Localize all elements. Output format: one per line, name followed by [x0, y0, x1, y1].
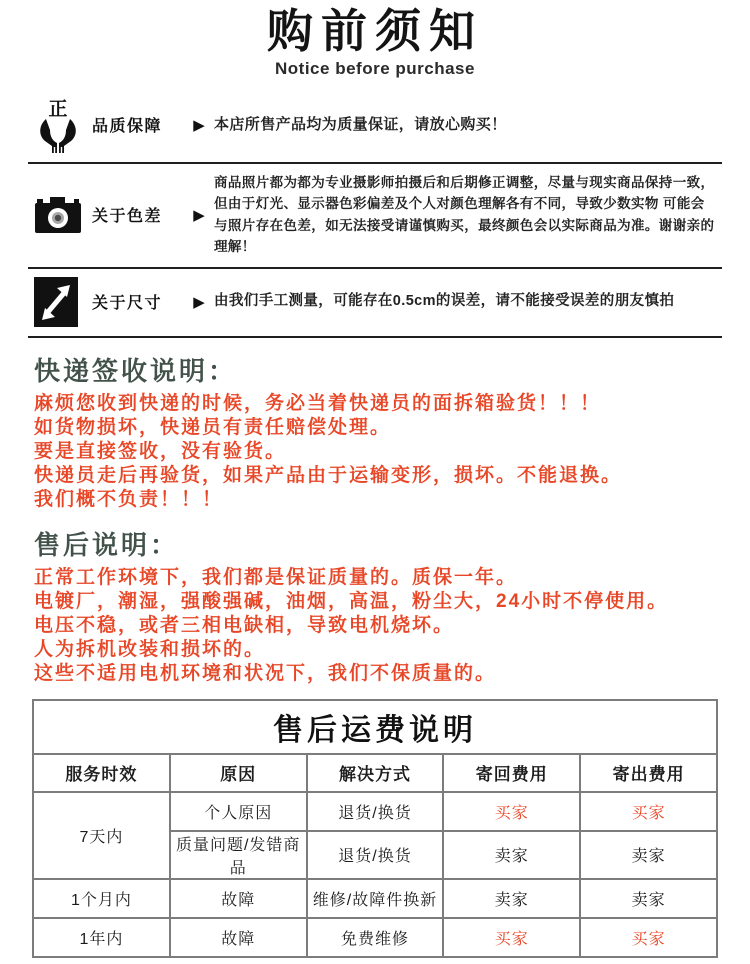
section-heading: 售后说明： [34, 529, 180, 560]
notice-row-color [28, 164, 722, 269]
cell-reason: 故障 [170, 879, 307, 918]
cell-period: 1年内 [33, 918, 170, 957]
col-header-reason: 原因 [170, 754, 307, 792]
notice-rows [28, 89, 722, 338]
cell-solution: 退货/换货 [307, 792, 444, 831]
section-line: 电压不稳，或者三相电缺相，导致电机烧坏。 [34, 614, 455, 636]
cell-return-fee: 卖家 [443, 879, 580, 918]
header [0, 0, 750, 79]
section-line: 要是直接签收，没有验货。 [34, 440, 287, 462]
cell-send-fee: 买家 [580, 792, 717, 831]
cell-return-fee: 卖家 [443, 831, 580, 879]
cell-period: 1个月内 [33, 879, 170, 918]
table-title-row [33, 700, 717, 754]
table-row [33, 879, 717, 918]
cell-period: 7天内 [33, 792, 170, 879]
cell-send-fee: 卖家 [580, 879, 717, 918]
section-line: 人为拆机改装和损坏的。 [34, 638, 266, 660]
right-triangle-icon: ▶ [193, 116, 205, 134]
page-subtitle: Notice before purchase [275, 58, 475, 78]
section-line: 快递员走后再验货，如果产品由于运输变形，损坏。不能退换。 [34, 464, 623, 486]
notice-text: 本店所售产品均为质量保证，请放心购买！ [214, 115, 507, 133]
delivery-sign-section [34, 351, 720, 512]
section-line: 正常工作环境下，我们都是保证质量的。质保一年。 [34, 566, 518, 588]
section-line: 麻烦您收到快递的时候，务必当着快递员的面拆箱验货！！！ [34, 392, 602, 414]
right-triangle-icon: ▶ [193, 293, 205, 311]
notice-label: 品质保障 [92, 118, 163, 136]
col-header-send-fee: 寄出费用 [580, 754, 717, 792]
notice-row-quality [28, 89, 722, 164]
camera-icon [28, 194, 86, 236]
cell-solution: 退货/换货 [307, 831, 444, 879]
section-line: 电镀厂，潮湿，强酸强碱，油烟，高温，粉尘大，24小时不停使用。 [34, 590, 669, 612]
notice-label: 关于尺寸 [92, 295, 163, 313]
cell-reason: 质量问题/发错商品 [170, 831, 307, 879]
col-header-return-fee: 寄回费用 [443, 754, 580, 792]
cell-return-fee: 买家 [443, 918, 580, 957]
section-line: 这些不适用电机环境和状况下，我们不保质量的。 [34, 662, 497, 684]
section-line: 我们概不负责！！！ [34, 488, 224, 510]
col-header-service-time: 服务时效 [33, 754, 170, 792]
hands-holding-authentic-icon [28, 97, 86, 153]
after-sale-section [34, 525, 720, 686]
diagonal-measure-arrow-icon [28, 277, 86, 327]
page-title: 购前须知 [267, 5, 483, 57]
notice-text: 商品照片都为都为专业摄影师拍摄后和后期修正调整，尽量与现实商品保持一致，但由于灯光、显示器色彩偏差及个人对颜色理解各有不同，导致少数实物 可能会与照片存在色差，如无法接受请谨慎购买，最终颜色会以实际商品为准。谢谢亲的理解！ [214, 174, 715, 255]
shipping-fee-table [32, 699, 718, 958]
table-title: 售后运费说明 [33, 700, 717, 754]
table-row [33, 918, 717, 957]
section-line: 如货物损坏，快递员有责任赔偿处理。 [34, 416, 392, 438]
right-triangle-icon: ▶ [193, 206, 205, 224]
cell-reason: 个人原因 [170, 792, 307, 831]
cell-reason: 故障 [170, 918, 307, 957]
col-header-solution: 解决方式 [307, 754, 444, 792]
svg-text:正: 正 [48, 98, 68, 120]
notice-text: 由我们手工测量，可能存在0.5cm的误差，请不能接受误差的朋友慎拍 [214, 293, 675, 310]
notice-label: 关于色差 [92, 208, 163, 226]
notice-row-size [28, 269, 722, 338]
section-heading: 快递签收说明： [34, 355, 238, 386]
table-header-row [33, 754, 717, 792]
cell-solution: 维修/故障件换新 [307, 879, 444, 918]
cell-send-fee: 卖家 [580, 831, 717, 879]
cell-return-fee: 买家 [443, 792, 580, 831]
table-row [33, 792, 717, 831]
cell-solution: 免费维修 [307, 918, 444, 957]
cell-send-fee: 买家 [580, 918, 717, 957]
